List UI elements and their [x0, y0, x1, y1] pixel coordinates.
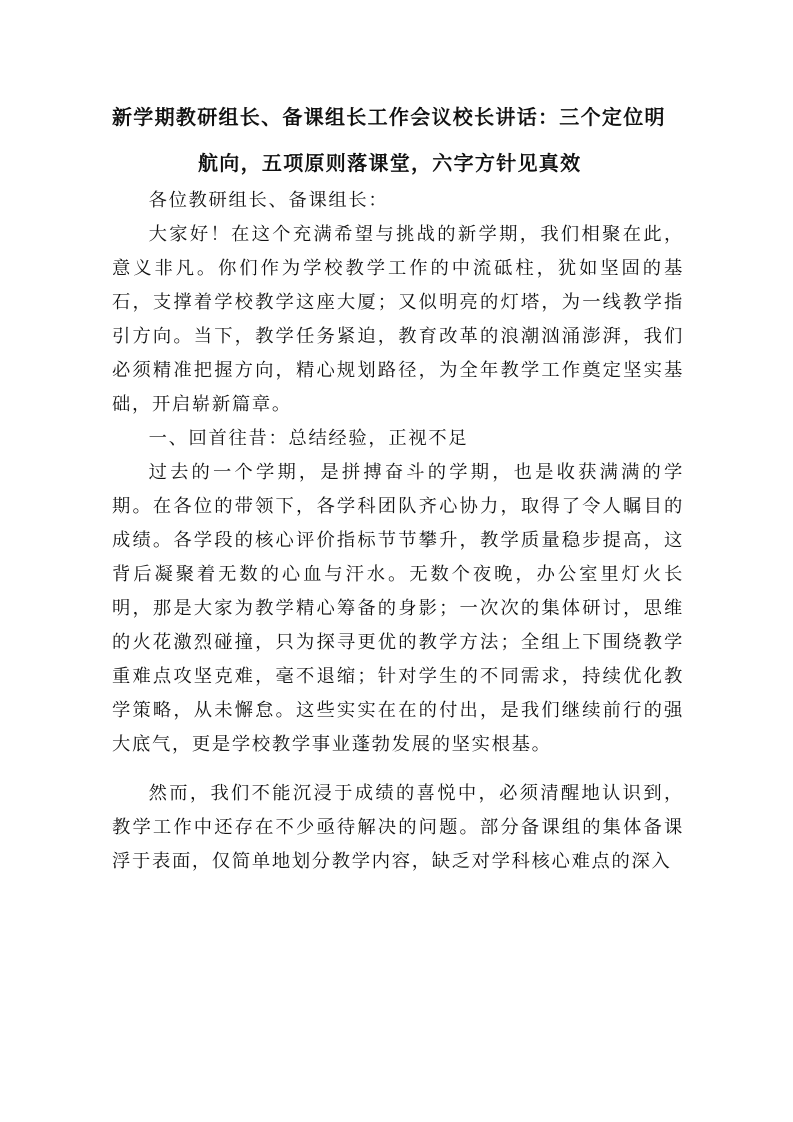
document-title-line-1: 新学期教研组长、备课组长工作会议校长讲话：三个定位明 — [112, 105, 666, 129]
body-paragraph: 然而，我们不能沉浸于成绩的喜悦中，必须清醒地认识到，教学工作中还存在不少亟待解决的问题。部分备课组的集体备课浮于表面，仅简单地划分教学内容，缺乏对学科核心难点的深入 — [112, 783, 684, 872]
document-title-line-2: 航向，五项原则落课堂，六字方针见真效 — [198, 151, 582, 175]
salutation: 各位教研组长、备课组长： — [148, 190, 389, 211]
section-heading: 一、回首往昔：总结经验，正视不足 — [148, 428, 469, 449]
body-paragraph: 过去的一个学期，是拼搏奋斗的学期，也是收获满满的学期。在各位的带领下，各学科团队齐心协力，取得了令人瞩目的成绩。各学段的核心评价指标节节攀升，教学质量稳步提高，这背后凝聚着无数的心血与汗水。无数个夜晚，办公室里灯火长明，那是大家为教学精心筹备的身影；一次次的集体研讨，思维的火花激烈碰撞，只为探寻更优的教学方法；全组上下围绕教学重难点攻坚克难，毫不退缩；针对学生的不同需求，持续优化教学策略，从未懈怠。这些实实在在的付出，是我们继续前行的强大底气，更是学校教学事业蓬勃发展的坚实根基。 — [112, 462, 684, 755]
document-body — [112, 184, 684, 879]
body-paragraph: 大家好！在这个充满希望与挑战的新学期，我们相聚在此，意义非凡。你们作为学校教学工作的中流砥柱，犹如坚固的基石，支撑着学校教学这座大厦；又似明亮的灯塔，为一线教学指引方向。当下，教学任务紧迫，教育改革的浪潮汹涌澎湃，我们必须精准把握方向，精心规划路径，为全年教学工作奠定坚实基础，开启崭新篇章。 — [112, 224, 684, 415]
